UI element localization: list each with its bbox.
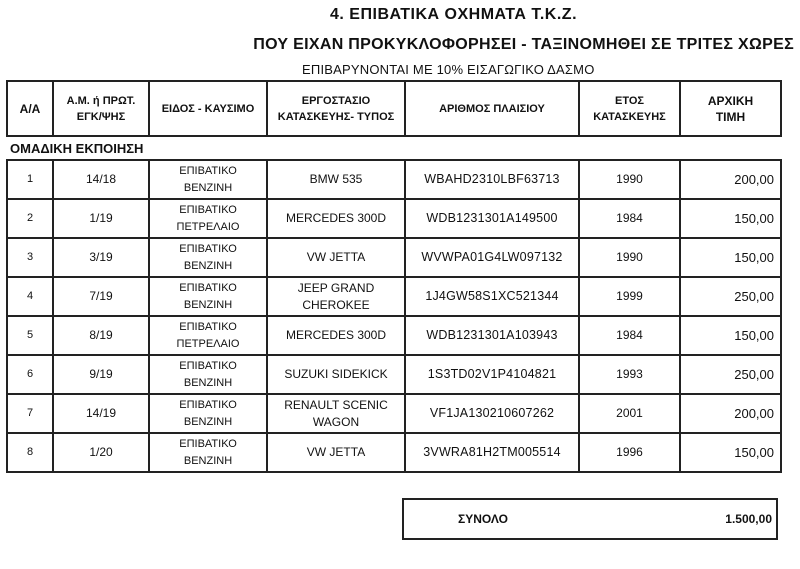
- cell-price: [680, 277, 781, 316]
- cell-factory-type-text: JEEP GRAND: [297, 280, 375, 295]
- cell-year-text: 1984: [616, 211, 643, 225]
- cell-type-fuel-text: ΕΠΙΒΑΤΙΚΟ: [179, 320, 237, 333]
- cell-aa-text: 6: [26, 368, 34, 380]
- cell-factory-type-text: MERCEDES 300D: [285, 211, 387, 225]
- cell-registration-text: 8/19: [89, 328, 113, 342]
- cell-chassis-text: 3VWRA81H2TM005514: [423, 445, 561, 459]
- cell-registration: [53, 160, 149, 199]
- cell-type-fuel-text: ΕΠΙΒΑΤΙΚΟ: [179, 437, 237, 450]
- cell-aa: [7, 355, 53, 394]
- table-row: [7, 355, 781, 394]
- cell-year-text: 1999: [616, 289, 643, 303]
- cell-chassis-text: WVWPA01G4LW097132: [421, 250, 563, 264]
- cell-factory-type: [267, 277, 405, 316]
- cell-type-fuel-text: ΕΠΙΒΑΤΙΚΟ: [179, 203, 237, 216]
- cell-aa: [7, 277, 53, 316]
- cell-aa: [7, 433, 53, 472]
- header-factory-line1: ΕΡΓΟΣΤΑΣΙΟ: [301, 94, 371, 107]
- cell-type-fuel: [149, 277, 267, 316]
- cell-factory-type-text: VW JETTA: [306, 250, 366, 264]
- table-row: [7, 433, 781, 472]
- table-row: [7, 394, 781, 433]
- cell-type-fuel-text: ΠΕΤΡΕΛΑΙΟ: [176, 220, 240, 233]
- cell-aa: [7, 160, 53, 199]
- header-year: [579, 81, 680, 136]
- cell-type-fuel: [149, 160, 267, 199]
- cell-type-fuel-text: ΕΠΙΒΑΤΙΚΟ: [179, 281, 237, 294]
- cell-price-text: 250,00: [734, 367, 774, 382]
- cell-chassis: [405, 199, 579, 238]
- cell-factory-type: [267, 238, 405, 277]
- cell-price: [680, 160, 781, 199]
- cell-chassis-text: WDB1231301A103943: [426, 328, 558, 342]
- cell-registration-text: 9/19: [89, 367, 113, 381]
- table-header-row: [7, 81, 781, 136]
- cell-type-fuel-text: ΕΠΙΒΑΤΙΚΟ: [179, 398, 237, 411]
- cell-registration: [53, 433, 149, 472]
- cell-registration: [53, 355, 149, 394]
- table-row: [7, 199, 781, 238]
- cell-factory-type: [267, 394, 405, 433]
- cell-year-text: 1993: [616, 367, 643, 381]
- cell-type-fuel: [149, 394, 267, 433]
- cell-price-text: 150,00: [734, 250, 774, 265]
- cell-price-text: 150,00: [734, 445, 774, 460]
- cell-price-text: 150,00: [734, 328, 774, 343]
- cell-chassis: [405, 394, 579, 433]
- cell-price-text: 200,00: [734, 172, 774, 187]
- cell-year: [579, 277, 680, 316]
- cell-registration-text: 3/19: [89, 250, 113, 264]
- cell-registration-text: 7/19: [89, 289, 113, 303]
- header-year-line2: ΚΑΤΑΣΚΕΥΗΣ: [593, 110, 666, 123]
- cell-factory-type: [267, 316, 405, 355]
- cell-factory-type-text: MERCEDES 300D: [285, 328, 387, 342]
- cell-year: [579, 160, 680, 199]
- cell-year-text: 1996: [616, 445, 643, 459]
- cell-type-fuel-text: ΕΠΙΒΑΤΙΚΟ: [179, 164, 237, 177]
- cell-type-fuel-text: ΒΕΝΖΙΝΗ: [183, 454, 233, 467]
- cell-registration: [53, 316, 149, 355]
- header-chassis: ΑΡΙΘΜΟΣ ΠΛΑΙΣΙΟΥ: [405, 81, 579, 136]
- header-registration-line1: Α.Μ. ή ΠΡΩΤ.: [66, 94, 136, 107]
- cell-registration-text: 14/18: [85, 172, 117, 186]
- cell-aa: [7, 394, 53, 433]
- cell-year: [579, 199, 680, 238]
- cell-factory-type-text: RENAULT SCENIC: [284, 397, 388, 412]
- document-subtitle: ΠΟΥ ΕΙΧΑΝ ΠΡΟΚΥΚΛΟΦΟΡΗΣΕΙ - ΤΑΞΙΝΟΜΗΘΕΙ ΣΕ ΤΡΙΤΕΣ ΧΩΡΕΣ: [253, 36, 794, 53]
- cell-factory-type: [267, 433, 405, 472]
- cell-factory-type-text: SUZUKI SIDEKICK: [284, 367, 388, 381]
- cell-registration-text: 1/20: [89, 445, 113, 459]
- group-row: [7, 136, 781, 160]
- cell-year-text: 1990: [616, 172, 643, 186]
- cell-type-fuel: [149, 199, 267, 238]
- vehicles-table: [6, 80, 782, 473]
- cell-type-fuel-text: ΠΕΤΡΕΛΑΙΟ: [176, 337, 240, 350]
- header-price-line2: ΤΙΜΗ: [715, 109, 746, 124]
- cell-aa: [7, 316, 53, 355]
- cell-type-fuel: [149, 433, 267, 472]
- cell-chassis-text: VF1JA130210607262: [429, 406, 555, 420]
- cell-factory-type: [267, 355, 405, 394]
- cell-type-fuel-text: ΒΕΝΖΙΝΗ: [183, 376, 233, 389]
- cell-factory-type: [267, 199, 405, 238]
- cell-year: [579, 355, 680, 394]
- cell-chassis: [405, 316, 579, 355]
- cell-registration: [53, 199, 149, 238]
- cell-factory-type-text: WAGON: [312, 414, 360, 429]
- cell-chassis: [405, 160, 579, 199]
- cell-type-fuel-text: ΕΠΙΒΑΤΙΚΟ: [179, 359, 237, 372]
- cell-chassis-text: 1J4GW58S1XC521344: [425, 289, 559, 303]
- cell-registration-text: 1/19: [89, 211, 113, 225]
- cell-price: [680, 316, 781, 355]
- header-factory-type: [267, 81, 405, 136]
- cell-price-text: 250,00: [734, 289, 774, 304]
- table-row: [7, 238, 781, 277]
- group-label: ΟΜΑΔΙΚΗ ΕΚΠΟΙΗΣΗ: [7, 136, 781, 160]
- cell-type-fuel: [149, 355, 267, 394]
- cell-price-text: 200,00: [734, 406, 774, 421]
- cell-aa-text: 1: [26, 173, 34, 185]
- cell-registration-text: 14/19: [85, 406, 117, 420]
- cell-chassis: [405, 238, 579, 277]
- cell-chassis: [405, 433, 579, 472]
- total-value: 1.500,00: [725, 512, 772, 526]
- document-title: 4. ΕΠΙΒΑΤΙΚΑ ΟΧΗΜΑΤΑ Τ.Κ.Ζ.: [330, 6, 578, 23]
- cell-price: [680, 355, 781, 394]
- cell-year: [579, 433, 680, 472]
- cell-factory-type: [267, 160, 405, 199]
- cell-chassis-text: 1S3TD02V1P4104821: [427, 367, 557, 381]
- header-price: [680, 81, 781, 136]
- cell-registration: [53, 394, 149, 433]
- header-year-line1: ΕΤΟΣ: [614, 94, 644, 107]
- cell-aa-text: 4: [26, 290, 34, 302]
- table-row: [7, 277, 781, 316]
- cell-year-text: 1990: [616, 250, 643, 264]
- cell-price: [680, 433, 781, 472]
- cell-aa-text: 5: [26, 329, 34, 341]
- cell-price-text: 150,00: [734, 211, 774, 226]
- total-box: [402, 498, 778, 540]
- cell-price: [680, 238, 781, 277]
- cell-chassis: [405, 355, 579, 394]
- cell-chassis-text: WDB1231301A149500: [426, 211, 558, 225]
- cell-price: [680, 394, 781, 433]
- header-registration-line2: ΕΓΚ/ΨΗΣ: [76, 110, 126, 123]
- cell-aa: [7, 199, 53, 238]
- header-aa: Α/Α: [7, 81, 53, 136]
- cell-registration: [53, 277, 149, 316]
- cell-type-fuel: [149, 316, 267, 355]
- total-label: ΣΥΝΟΛΟ: [458, 512, 508, 526]
- cell-chassis-text: WBAHD2310LBF63713: [424, 172, 560, 186]
- cell-type-fuel: [149, 238, 267, 277]
- cell-registration: [53, 238, 149, 277]
- header-registration: [53, 81, 149, 136]
- cell-aa: [7, 238, 53, 277]
- cell-chassis: [405, 277, 579, 316]
- cell-year: [579, 316, 680, 355]
- cell-type-fuel-text: ΒΕΝΖΙΝΗ: [183, 259, 233, 272]
- cell-year-text: 2001: [616, 406, 643, 420]
- cell-year: [579, 238, 680, 277]
- cell-type-fuel-text: ΕΠΙΒΑΤΙΚΟ: [179, 242, 237, 255]
- cell-aa-text: 8: [26, 446, 34, 458]
- cell-aa-text: 7: [26, 407, 34, 419]
- header-price-line1: ΑΡΧΙΚΗ: [707, 93, 754, 108]
- cell-type-fuel-text: ΒΕΝΖΙΝΗ: [183, 415, 233, 428]
- header-factory-line2: ΚΑΤΑΣΚΕΥΗΣ- ΤΥΠΟΣ: [277, 110, 395, 123]
- table-row: [7, 316, 781, 355]
- table-body: [7, 160, 781, 472]
- cell-factory-type-text: VW JETTA: [306, 445, 366, 459]
- duty-note: ΕΠΙΒΑΡΥΝΟΝΤΑΙ ΜΕ 10% ΕΙΣΑΓΩΓΙΚΟ ΔΑΣΜΟ: [302, 62, 595, 77]
- cell-type-fuel-text: ΒΕΝΖΙΝΗ: [183, 298, 233, 311]
- cell-year-text: 1984: [616, 328, 643, 342]
- cell-factory-type-text: BMW 535: [309, 172, 363, 186]
- cell-type-fuel-text: ΒΕΝΖΙΝΗ: [183, 181, 233, 194]
- cell-year: [579, 394, 680, 433]
- cell-aa-text: 3: [26, 251, 34, 263]
- cell-aa-text: 2: [26, 212, 34, 224]
- cell-factory-type-text: CHEROKEE: [302, 297, 370, 312]
- header-type-fuel: ΕΙΔΟΣ - ΚΑΥΣΙΜΟ: [149, 81, 267, 136]
- cell-price: [680, 199, 781, 238]
- table-row: [7, 160, 781, 199]
